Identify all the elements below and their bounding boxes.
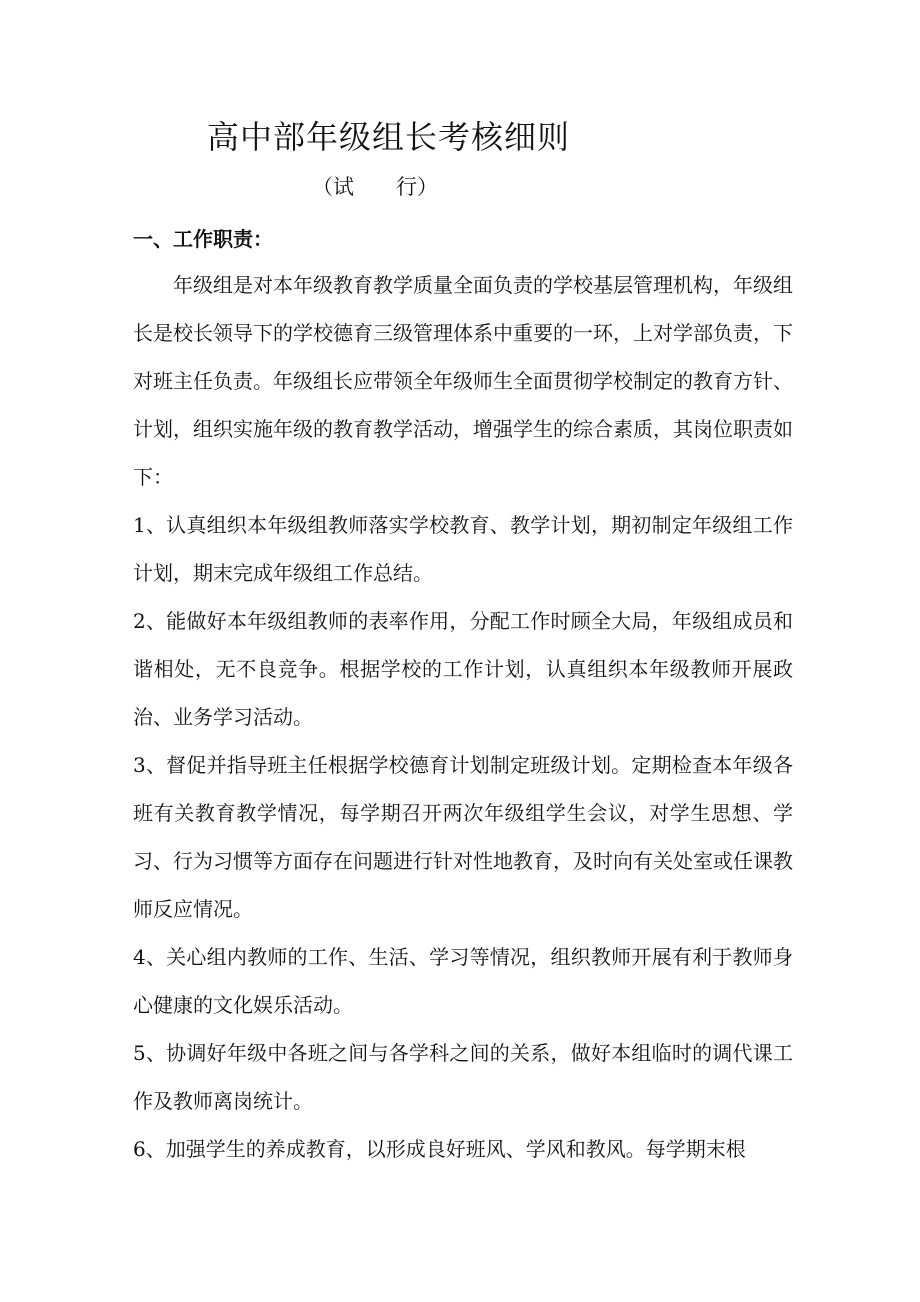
list-item: 1、认真组织本年级组教师落实学校教育、教学计划，期初制定年级组工作计划，期末完成年级组工作总结。 (133, 513, 793, 585)
intro-paragraph: 年级组是对本年级教育教学质量全面负责的学校基层管理机构，年级组长是校长领导下的学校德育三级管理体系中重要的一环，上对学部负责，下对班主任负责。年级组长应带领全年级师生全面贯彻学校制定的教育方针、计划，组织实施年级的教育教学活动，增强学生的综合素质，其岗位职责如下： (133, 273, 793, 489)
body-text (133, 261, 793, 1173)
list-item: 3、督促并指导班主任根据学校德育计划制定班级计划。定期检查本年级各班有关教育教学情况，每学期召开两次年级组学生会议，对学生思想、学习、行为习惯等方面存在问题进行针对性地教育，及时向有关处室或任课教师反应情况。 (133, 753, 793, 921)
document-title: 高中部年级组长考核细则 (207, 118, 571, 156)
document-subtitle: （试 行） (312, 175, 438, 199)
list-item: 2、能做好本年级组教师的表率作用，分配工作时顾全大局，年级组成员和谐相处，无不良竞争。根据学校的工作计划，认真组织本年级教师开展政治、业务学习活动。 (133, 609, 793, 729)
section-heading: 一、工作职责： (133, 227, 273, 251)
list-item: 5、协调好年级中各班之间与各学科之间的关系，做好本组临时的调代课工作及教师离岗统计。 (133, 1041, 793, 1113)
list-item: 4、关心组内教师的工作、生活、学习等情况，组织教师开展有利于教师身心健康的文化娱乐活动。 (133, 945, 793, 1017)
list-item: 6、加强学生的养成教育，以形成良好班风、学风和教风。每学期末根 (133, 1137, 746, 1161)
